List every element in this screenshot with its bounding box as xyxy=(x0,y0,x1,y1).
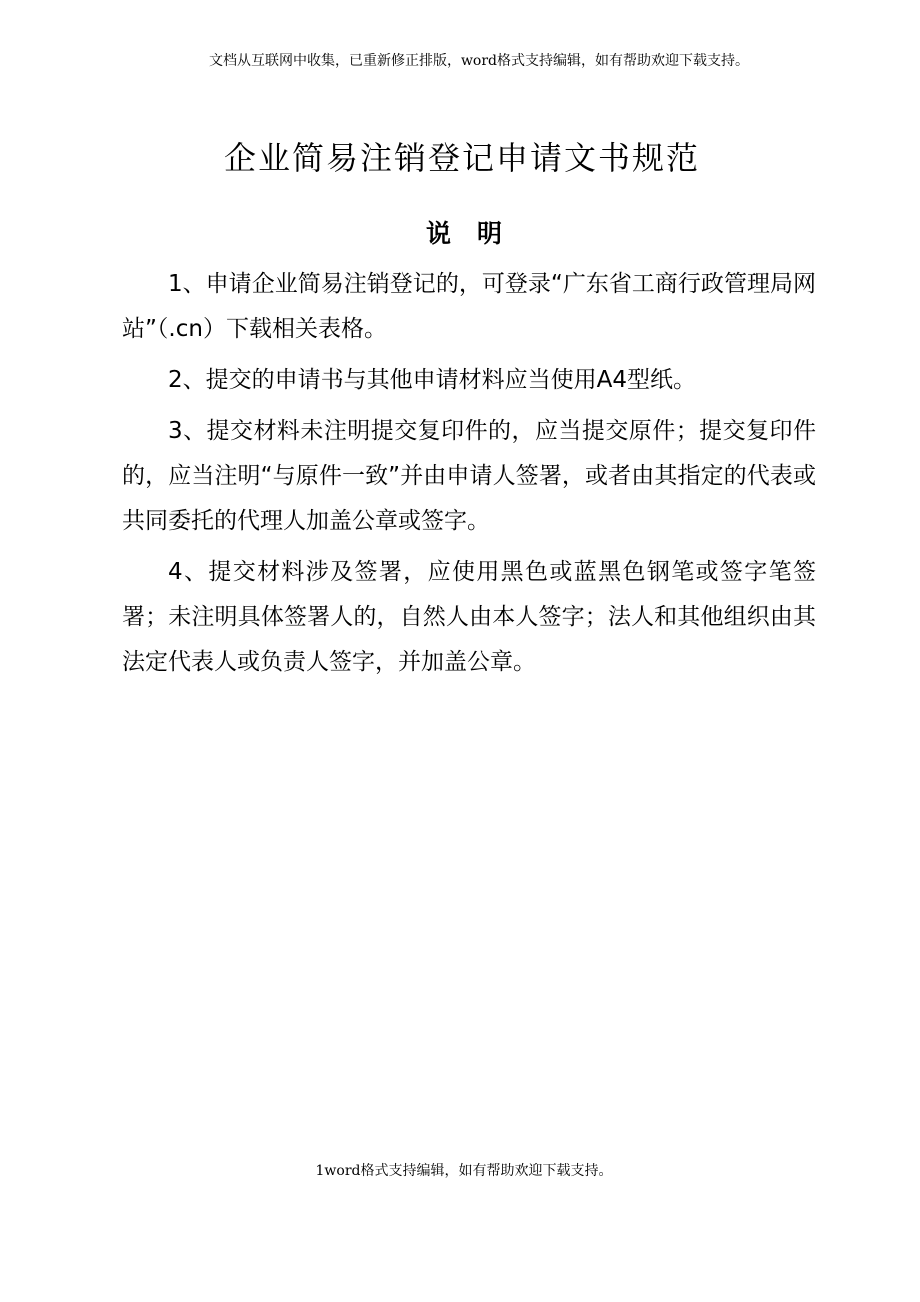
instruction-paragraph-2: 2、提交的申请书与其他申请材料应当使用A4型纸。 xyxy=(168,367,697,393)
section-title-part-2: 明 xyxy=(477,219,503,248)
instruction-paragraph-4: 4、提交材料涉及签署，应使用黑色或蓝黑色钢笔或签字笔签署；未注明具体签署人的，自然人由本人签字；法人和其他组织由其法定代表人或负责人签字，并加盖公章。 xyxy=(122,559,816,675)
footer-note: 1word格式支持编辑，如有帮助欢迎下载支持。 xyxy=(315,1163,613,1179)
section-title xyxy=(0,214,920,254)
document-title: 企业简易注销登记申请文书规范 xyxy=(223,139,700,177)
instruction-paragraph-3: 3、提交材料未注明提交复印件的，应当提交原件；提交复印件的，应当注明“与原件一致”并由申请人签署，或者由其指定的代表或共同委托的代理人加盖公章或签字。 xyxy=(122,418,816,534)
instructions-body xyxy=(122,262,816,691)
instruction-paragraph-1: 1、申请企业简易注销登记的，可登录“广东省工商行政管理局网站”（.cn）下载相关表格。 xyxy=(122,271,816,342)
header-note: 文档从互联网中收集，已重新修正排版，word格式支持编辑，如有帮助欢迎下载支持。 xyxy=(208,53,750,69)
section-title-part-1: 说 xyxy=(425,219,451,248)
